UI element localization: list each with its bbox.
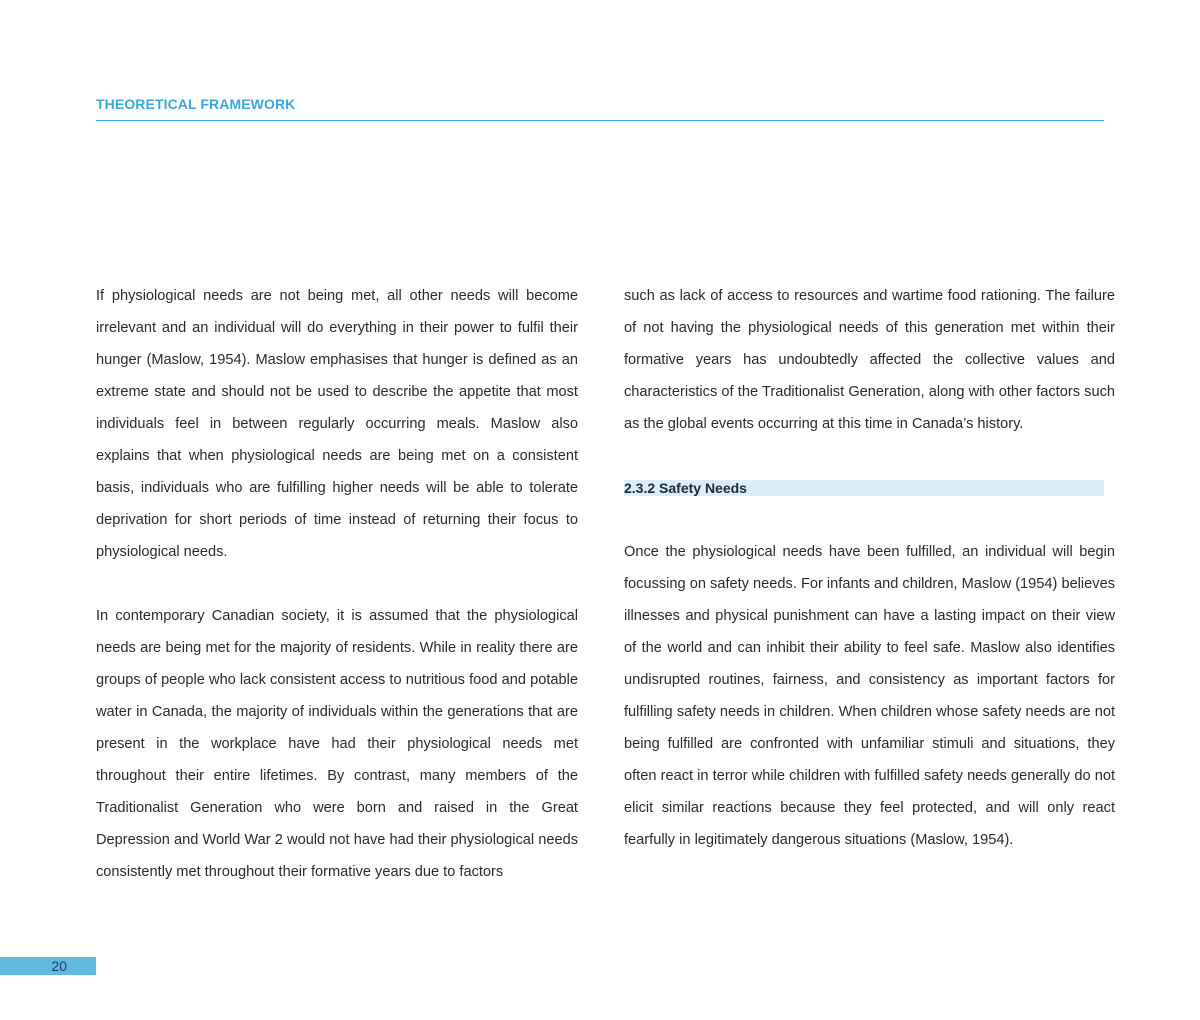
- running-header-title: THEORETICAL FRAMEWORK: [96, 96, 296, 112]
- right-column: [624, 280, 1115, 856]
- body-paragraph: If physiological needs are not being met, all other needs will become irrelevant and an individual will do everything in their power to fulfil their hunger (Maslow, 1954). Maslow emphasises that hunger is defined as an extreme state and should not be used to describe the appetite that most individuals feel in between regularly occurring meals. Maslow also explains that when physiological needs are being met on a consistent basis, individuals who are fulfilling higher needs will be able to tolerate deprivation for short periods of time instead of returning their focus to physiological needs.: [96, 288, 578, 560]
- body-paragraph: In contemporary Canadian society, it is assumed that the physiological needs are being met for the majority of residents. While in reality there are groups of people who lack consistent access to nutritious food and potable water in Canada, the majority of individuals within the generations that are present in the workplace have had their physiological needs met throughout their entire lifetimes. By contrast, many members of the Traditionalist Generation who were born and raised in the Great Depression and World War 2 would not have had their physiological needs consistently met throughout their formative years due to factors: [96, 608, 578, 880]
- left-column: [96, 280, 578, 888]
- section-heading: [624, 472, 1115, 504]
- page-number-badge: [0, 957, 96, 975]
- section-heading-label: 2.3.2 Safety Needs: [624, 480, 1104, 496]
- body-paragraph: Once the physiological needs have been fulfilled, an individual will begin focussing on safety needs. For infants and children, Maslow (1954) believes illnesses and physical punishment can have a lasting impact on their view of the world and can inhibit their ability to feel safe. Maslow also identifies undisrupted routines, fairness, and consistency as important factors for fulfilling safety needs in children. When children whose safety needs are not being fulfilled are confronted with unfamiliar stimuli and situations, they often react in terror while children with fulfilled safety needs generally do not elicit similar reactions because they feel protected, and will only react fearfully in legitimately dangerous situations (Maslow, 1954).: [624, 544, 1115, 848]
- body-paragraph: such as lack of access to resources and wartime food rationing. The failure of not having the physiological needs of this generation met within their formative years has undoubtedly affected the collective values and characteristics of the Traditionalist Generation, along with other factors such as the global events occurring at this time in Canada’s history.: [624, 288, 1115, 432]
- header-divider: [96, 120, 1104, 121]
- page-number: 20: [51, 958, 67, 974]
